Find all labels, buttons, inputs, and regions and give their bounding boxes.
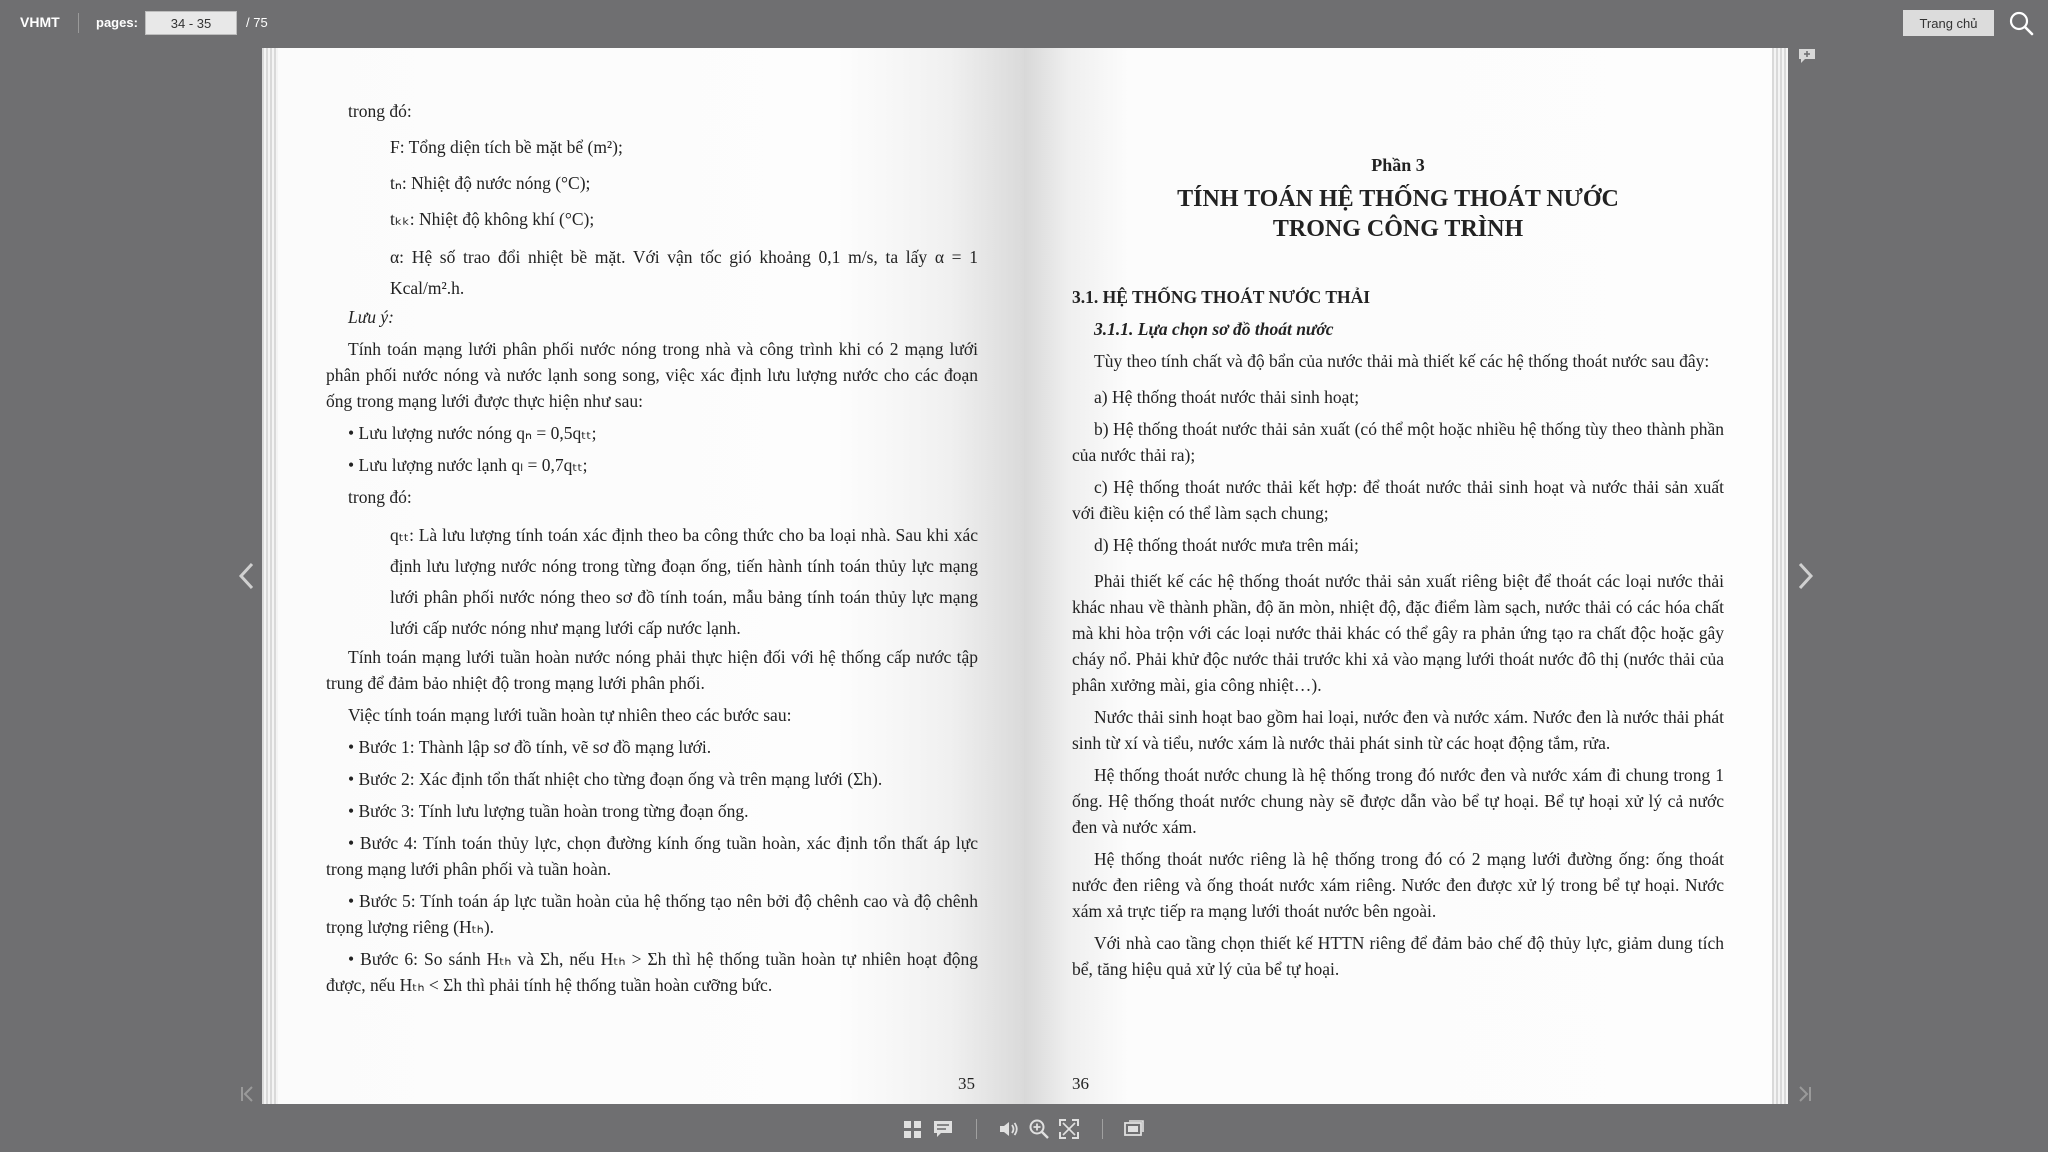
left-page[interactable] [278, 48, 1024, 1104]
text-line: trong đó: [348, 487, 412, 507]
bullet-item: • Lưu lượng nước lạnh qₗ = 0,7qₜₜ; [348, 455, 588, 475]
note-icon[interactable] [1798, 48, 1816, 64]
section-heading: 3.1. HỆ THỐNG THOÁT NƯỚC THẢI [1072, 287, 1371, 307]
bottom-toolbar [0, 1108, 2048, 1152]
bullet-item: • Lưu lượng nước nóng qₙ = 0,5qₜₜ; [348, 423, 597, 443]
right-page-content [1072, 152, 1724, 982]
top-toolbar [0, 0, 2048, 48]
toolbar-divider [78, 13, 79, 33]
fullscreen-icon[interactable] [1058, 1118, 1080, 1140]
subsection-heading: 3.1.1. Lựa chọn sơ đồ thoát nước [1094, 319, 1334, 339]
text-paragraph: qₜₜ: Là lưu lượng tính toán xác định theo ba công thức cho ba loại nhà. Sau khi xác định lưu lượng nước nóng trong từng đoạn ống, tiến hành tính toán thủy lực mạng lưới phân phối nước nóng theo sơ đồ tính toán, mẫu bảng tính toán thủy lực mạng lưới cấp nước nóng như mạng lưới cấp nước lạnh. [390, 525, 978, 638]
bullet-item: • Bước 5: Tính toán áp lực tuần hoàn của hệ thống tạo nên bởi độ chênh cao và độ chênh trọng lượng riêng (Hₜₕ). [326, 891, 978, 937]
slideshow-icon[interactable] [1123, 1118, 1145, 1140]
toolbar-divider [976, 1119, 977, 1139]
next-page-icon[interactable] [1790, 556, 1820, 596]
first-page-icon[interactable] [238, 1083, 258, 1105]
text-line: Lưu ý: [348, 307, 394, 327]
part-title: TRONG CÔNG TRÌNH [1272, 216, 1524, 242]
text-paragraph: Phải thiết kế các hệ thống thoát nước thải sản xuất riêng biệt để thoát các loại nước thải khác nhau về thành phần, độ ăn mòn, nhiệt độ, đặc điểm làm sạch, nước thải có các hóa chất mà khi hòa trộn với các loại nước thải khác có thể gây ra phản ứng tạo ra chất độc hoặc gây cháy nổ. Phải khử độc nước thải trước khi xả vào mạng lưới thoát nước đô thị (nước thải của phân xưởng mài, gia công nhiệt…). [1072, 571, 1724, 695]
previous-page-icon[interactable] [232, 556, 262, 596]
bullet-item: • Bước 1: Thành lập sơ đồ tính, vẽ sơ đồ mạng lưới. [348, 737, 712, 757]
part-title: TÍNH TOÁN HỆ THỐNG THOÁT NƯỚC [1177, 186, 1619, 212]
bullet-item: • Bước 3: Tính lưu lượng tuần hoàn trong từng đoạn ống. [348, 801, 749, 821]
text-paragraph: Nước thải sinh hoạt bao gồm hai loại, nước đen và nước xám. Nước đen là nước thải phát sinh từ xí và tiểu, nước xám là nước thải phát sinh từ các hoạt động tắm, rửa. [1072, 707, 1724, 753]
list-item: d) Hệ thống thoát nước mưa trên mái; [1094, 535, 1359, 555]
last-page-icon[interactable] [1794, 1083, 1814, 1105]
part-label: Phần 3 [1371, 155, 1425, 175]
text-line: F: Tổng diện tích bề mặt bể (m²); [390, 137, 623, 157]
text-line: trong đó: [348, 101, 412, 121]
pages-label: pages: [96, 15, 138, 30]
bullet-item: • Bước 2: Xác định tổn thất nhiệt cho từng đoạn ống và trên mạng lưới (Σh). [348, 769, 883, 789]
text-paragraph: Tính toán mạng lưới tuần hoàn nước nóng phải thực hiện đối với hệ thống cấp nước tập trung để đảm bảo nhiệt độ trong mạng lưới phân phối. [326, 647, 978, 693]
list-item: b) Hệ thống thoát nước thải sản xuất (có thể một hoặc nhiều hệ thống tùy theo thành phần của nước thải ra); [1072, 419, 1724, 465]
zoom-in-icon[interactable] [1028, 1118, 1050, 1140]
text-paragraph: Tính toán mạng lưới phân phối nước nóng trong nhà và công trình khi có 2 mạng lưới phân phối nước nóng và nước lạnh song song, việc xác định lưu lượng nước cho các đoạn ống trong mạng lưới được thực hiện như sau: [326, 339, 978, 411]
pages-total: / 75 [246, 15, 268, 30]
text-paragraph: Với nhà cao tầng chọn thiết kế HTTN riêng để đảm bảo chế độ thủy lực, giảm dung tích bể, tăng hiệu quả xử lý của bể tự hoại. [1072, 933, 1724, 979]
text-line: tₖₖ: Nhiệt độ không khí (°C); [390, 209, 595, 229]
toolbar-divider [1102, 1119, 1103, 1139]
text-line: tₙ: Nhiệt độ nước nóng (°C); [390, 173, 591, 193]
home-button[interactable]: Trang chủ [1903, 10, 1994, 36]
text-paragraph: Hệ thống thoát nước chung là hệ thống trong đó nước đen và nước xám đi chung trong 1 ống. Hệ thống thoát nước chung này sẽ được dẫn vào bể tự hoại. Bể tự hoại xử lý cả nước đen và nước xám. [1072, 765, 1724, 837]
comment-icon[interactable] [932, 1118, 954, 1140]
app-brand: VHMT [20, 14, 60, 30]
left-page-content [326, 98, 978, 998]
bullet-item: • Bước 4: Tính toán thủy lực, chọn đường kính ống tuần hoàn, xác định tổn thất áp lực trong mạng lưới phân phối và tuần hoàn. [326, 833, 978, 879]
search-icon[interactable] [2008, 10, 2034, 36]
book-edge-right [1770, 48, 1788, 1104]
grid-view-icon[interactable] [902, 1118, 924, 1140]
text-line: α: Hệ số trao đổi nhiệt bề mặt. Với vận tốc gió khoảng 0,1 m/s, ta lấy α = 1 Kcal/m².h. [390, 247, 978, 298]
volume-icon[interactable] [998, 1118, 1020, 1140]
text-paragraph: Tùy theo tính chất và độ bẩn của nước thải mà thiết kế các hệ thống thoát nước sau đây: [1094, 351, 1710, 371]
list-item: c) Hệ thống thoát nước thải kết hợp: để thoát nước thải sinh hoạt và nước thải sản xuất với điều kiện có thể làm sạch chung; [1072, 477, 1724, 523]
page-number: 36 [1072, 1074, 1089, 1093]
text-line: Việc tính toán mạng lưới tuần hoàn tự nhiên theo các bước sau: [348, 705, 792, 725]
page-number-input[interactable] [145, 11, 237, 35]
right-page[interactable] [1024, 48, 1772, 1104]
bullet-item: • Bước 6: So sánh Hₜₕ và Σh, nếu Hₜₕ > Σh thì hệ thống tuần hoàn tự nhiên hoạt động được, nếu Hₜₕ < Σh thì phải tính hệ thống tuần hoàn cưỡng bức. [326, 949, 978, 995]
page-number: 35 [958, 1074, 975, 1093]
list-item: a) Hệ thống thoát nước thải sinh hoạt; [1094, 387, 1360, 407]
text-paragraph: Hệ thống thoát nước riêng là hệ thống trong đó có 2 mạng lưới đường ống: ống thoát nước đen riêng và ống thoát nước xám riêng. Nước đen được xử lý trong bể tự hoại. Nước xám xả trực tiếp ra mạng lưới thoát nước bên ngoài. [1072, 849, 1724, 921]
